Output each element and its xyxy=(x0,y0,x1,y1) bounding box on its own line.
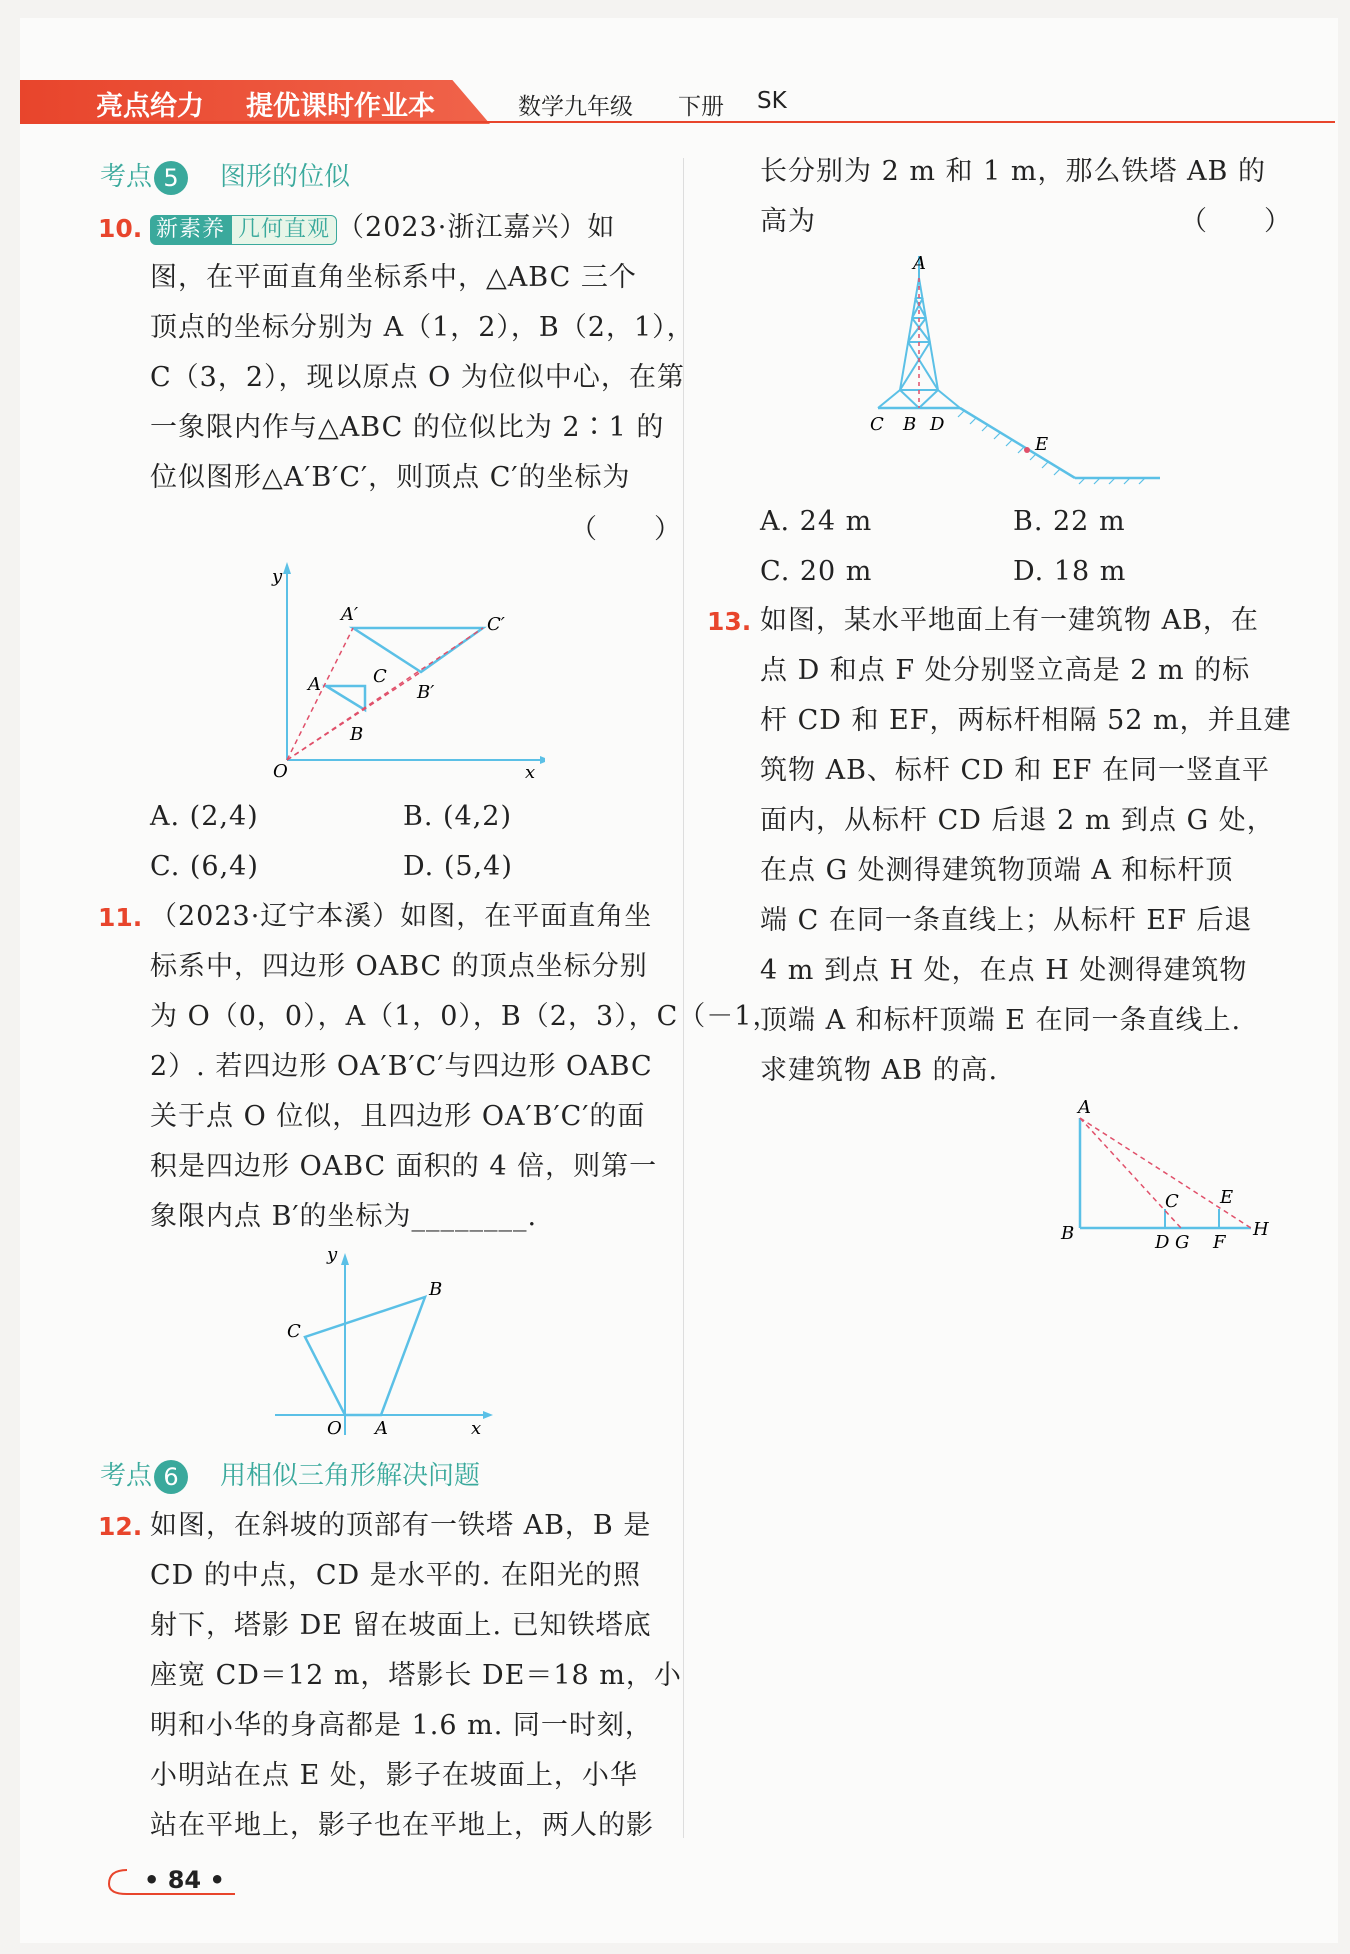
point-c-label: C xyxy=(287,1321,301,1342)
q13-text-2: 杆 CD 和 EF，两标杆相隔 52 m，并且建 xyxy=(760,705,1292,736)
point-b-label: B xyxy=(1061,1223,1075,1244)
q10-coordinate-figure xyxy=(255,560,545,785)
q10-text-4: 一象限内作与△ABC 的位似比为 2∶1 的 xyxy=(150,412,665,443)
point-f-label: F xyxy=(1213,1232,1226,1250)
triangle-abc xyxy=(326,686,365,710)
point-b2-label: B′ xyxy=(417,682,435,703)
literacy-badge: 新素养 xyxy=(150,215,231,245)
q10-option-b[interactable]: B. (4,2) xyxy=(403,801,513,832)
q12-text-7: 长分别为 2 m 和 1 m，那么铁塔 AB 的 xyxy=(760,156,1266,187)
origin-label: O xyxy=(327,1418,342,1439)
q10-line xyxy=(150,208,615,248)
q12-text-4: 明和小华的身高都是 1.6 m. 同一时刻， xyxy=(150,1710,653,1741)
point-h-label: H xyxy=(1253,1219,1269,1240)
q12-option-d[interactable]: D. 18 m xyxy=(1013,556,1127,587)
point-a-label: A xyxy=(375,1418,388,1439)
q10-text-2: 顶点的坐标分别为 A（1，2），B（2，1）， xyxy=(150,312,695,343)
q12-text-6: 站在平地上，影子也在平地上，两人的影 xyxy=(150,1810,654,1841)
topic-5-heading xyxy=(100,156,350,195)
y-label: y xyxy=(272,566,283,587)
point-e-label: E xyxy=(1220,1187,1234,1208)
q13-text-1: 点 D 和点 F 处分别竖立高是 2 m 的标 xyxy=(760,655,1251,686)
q11-coordinate-figure xyxy=(265,1245,495,1440)
point-g-label: G xyxy=(1175,1232,1190,1250)
q10-text-3: C（3，2），现以原点 O 为位似中心，在第 xyxy=(150,362,685,393)
point-b-label: B xyxy=(429,1279,443,1300)
q13-text-7: 4 m 到点 H 处，在点 H 处测得建筑物 xyxy=(760,955,1248,986)
topic-title: 用相似三角形解决问题 xyxy=(220,1461,481,1491)
question-12-number: 12. xyxy=(98,1512,143,1541)
q10-answer-bracket: （ ） xyxy=(570,514,682,545)
topic-6-heading xyxy=(100,1455,480,1494)
q10-option-a[interactable]: A. (2,4) xyxy=(150,801,259,832)
edition-label: SK xyxy=(757,88,787,114)
q12-text-3: 座宽 CD＝12 m，塔影长 DE＝18 m，小 xyxy=(150,1660,682,1691)
q13-text-4: 面内，从标杆 CD 后退 2 m 到点 G 处， xyxy=(760,805,1275,836)
x-label: x xyxy=(525,762,536,783)
question-13-number: 13. xyxy=(707,607,752,636)
point-c-label: C xyxy=(1165,1191,1179,1212)
q12-answer-bracket: （ ） xyxy=(1180,206,1292,237)
q13-text-3: 筑物 AB、标杆 CD 和 EF 在同一竖直平 xyxy=(760,755,1271,786)
q12-option-c[interactable]: C. 20 m xyxy=(760,556,873,587)
q12-tower-figure xyxy=(860,250,1170,490)
page-number: • 84 • xyxy=(144,1866,225,1894)
quadrilateral-oabc xyxy=(305,1297,425,1415)
topic-title: 图形的位似 xyxy=(220,162,351,192)
q12-text-0: 如图，在斜坡的顶部有一铁塔 AB，B 是 xyxy=(150,1510,652,1541)
q13-building-figure xyxy=(1055,1100,1285,1250)
y-label: y xyxy=(327,1245,338,1265)
topic-number-badge: 5 xyxy=(154,161,188,195)
q10-text-5: 位似图形△A′B′C′，则顶点 C′的坐标为 xyxy=(150,462,631,493)
q11-text-4: 关于点 O 位似，且四边形 OA′B′C′的面 xyxy=(150,1101,646,1132)
q12-option-a[interactable]: A. 24 m xyxy=(760,506,873,537)
header-rule xyxy=(20,121,1335,123)
point-e-marker xyxy=(1024,447,1030,453)
q11-text-1: 标系中，四边形 OABC 的顶点坐标分别 xyxy=(150,951,648,982)
q13-text-0: 如图，某水平地面上有一建筑物 AB，在 xyxy=(760,605,1259,636)
q10-option-d[interactable]: D. (5,4) xyxy=(403,851,513,882)
point-a-label: A xyxy=(1078,1100,1091,1118)
volume-label: 下册 xyxy=(678,94,724,120)
q12-text-5: 小明站在点 E 处，影子在坡面上，小华 xyxy=(150,1760,638,1791)
q10-text-0: （2023·浙江嘉兴）如 xyxy=(337,212,616,243)
point-a-label: A xyxy=(308,674,321,695)
q11-text-3: 2）. 若四边形 OA′B′C′与四边形 OABC xyxy=(150,1051,653,1082)
q11-text-5: 积是四边形 OABC 面积的 4 倍，则第一 xyxy=(150,1151,658,1182)
point-c2-label: C′ xyxy=(487,614,505,635)
q13-text-9: 求建筑物 AB 的高. xyxy=(760,1055,999,1086)
origin-label: O xyxy=(273,761,288,782)
point-c-label: C xyxy=(373,666,387,687)
q12-option-b[interactable]: B. 22 m xyxy=(1013,506,1126,537)
topic-label: 考点 xyxy=(100,1461,153,1491)
point-d-label: D xyxy=(1155,1232,1170,1250)
point-a-label: A xyxy=(913,253,926,274)
topic-number-badge: 6 xyxy=(154,1460,188,1494)
slope-line xyxy=(960,408,1075,478)
x-label: x xyxy=(471,1418,482,1439)
q10-option-c[interactable]: C. (6,4) xyxy=(150,851,259,882)
q12-text-2: 射下，塔影 DE 留在坡面上. 已知铁塔底 xyxy=(150,1610,652,1641)
q11-text-2: 为 O（0，0），A（1，0），B（2，3），C（－1， xyxy=(150,1001,781,1032)
question-10-number: 10. xyxy=(98,214,143,243)
q13-text-6: 端 C 在同一条直线上；从标杆 EF 后退 xyxy=(760,905,1253,936)
topic-label: 考点 xyxy=(100,162,153,192)
question-11-number: 11. xyxy=(98,903,143,932)
q12-text-1: CD 的中点，CD 是水平的. 在阳光的照 xyxy=(150,1560,641,1591)
q11-text-0: （2023·辽宁本溪）如图，在平面直角坐 xyxy=(150,901,653,932)
q10-text-1: 图，在平面直角坐标系中，△ABC 三个 xyxy=(150,262,637,293)
series-title: 亮点给力 xyxy=(96,91,204,122)
skill-badge: 几何直观 xyxy=(231,215,337,245)
book-title: 提优课时作业本 xyxy=(246,91,435,122)
q11-text-6[interactable]: 象限内点 B′的坐标为________. xyxy=(150,1201,538,1232)
q13-text-5: 在点 G 处测得建筑物顶端 A 和标杆顶 xyxy=(760,855,1234,886)
point-a2-label: A′ xyxy=(341,604,359,625)
point-e-label: E xyxy=(1035,434,1049,455)
point-d-label: D xyxy=(930,414,945,435)
point-b-label: B xyxy=(903,414,917,435)
point-c-label: C xyxy=(870,414,884,435)
q13-text-8: 顶端 A 和标杆顶端 E 在同一条直线上. xyxy=(760,1005,1242,1036)
q12-text-8: 高为 xyxy=(760,206,816,237)
point-b-label: B xyxy=(350,724,364,745)
subject-label: 数学九年级 xyxy=(518,94,633,120)
